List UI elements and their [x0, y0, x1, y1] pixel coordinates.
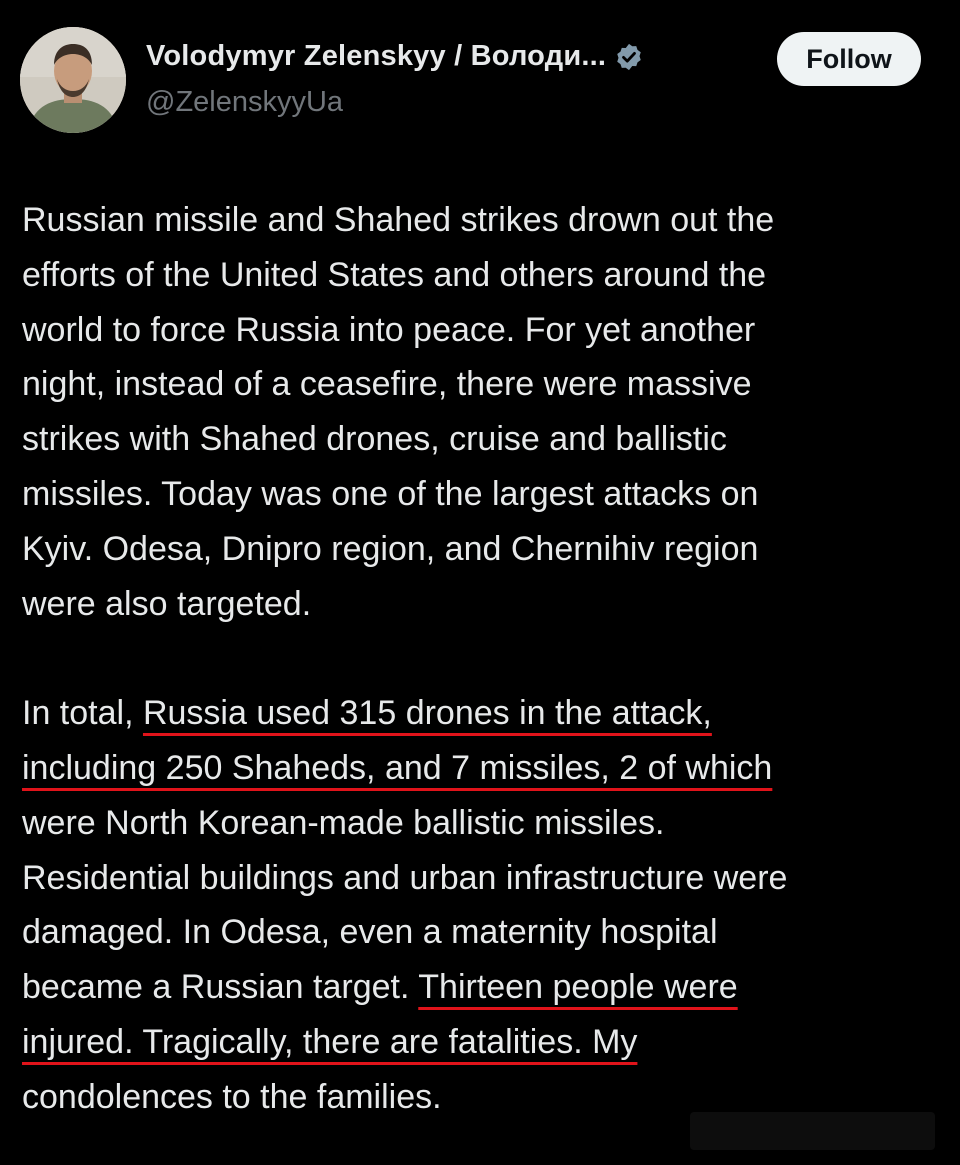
avatar[interactable] — [20, 27, 126, 133]
text-line: efforts of the United States and others around the — [22, 255, 767, 294]
underlined-text: injured. Tragically, there are fatalities. My — [22, 1022, 638, 1061]
tweet-paragraph-1 — [22, 193, 942, 631]
text-line: were also targeted. — [22, 584, 312, 623]
text-line: missiles. Today was one of the largest attacks on — [22, 474, 759, 513]
underlined-text: Russia used 315 drones in the attack, — [142, 694, 712, 733]
text-segment: In total, — [22, 694, 143, 733]
underlined-text: Thirteen people were — [418, 968, 738, 1007]
verified-badge-icon — [614, 42, 644, 72]
text-line: Russian missile and Shahed strikes drown out the — [22, 201, 775, 239]
tweet-header — [0, 0, 960, 150]
text-line: Kyiv. Odesa, Dnipro region, and Chernihiv region — [22, 529, 759, 568]
text-line: condolences to the families. — [22, 1077, 442, 1116]
text-line — [22, 1015, 942, 1070]
avatar-image — [20, 27, 126, 133]
text-line — [22, 741, 942, 796]
text-line: world to force Russia into peace. For yet another — [22, 310, 756, 349]
text-line: Residential buildings and urban infrastructure were — [22, 858, 788, 897]
text-line: were North Korean-made ballistic missiles. — [22, 803, 665, 842]
display-name[interactable]: Volodymyr Zelenskyy / Володи... — [146, 40, 607, 72]
watermark — [690, 1112, 935, 1150]
text-line — [22, 960, 942, 1015]
follow-button[interactable]: Follow — [777, 32, 921, 86]
tweet-text — [22, 193, 942, 1125]
text-segment: became a Russian target. — [22, 968, 419, 1007]
user-handle[interactable]: @ZelenskyyUa — [146, 86, 344, 118]
text-line — [22, 686, 942, 741]
tweet-paragraph-2 — [22, 686, 942, 1124]
text-line: strikes with Shahed drones, cruise and ballistic — [22, 420, 727, 459]
text-line: damaged. In Odesa, even a maternity hospital — [22, 913, 718, 952]
text-line: night, instead of a ceasefire, there were massive — [22, 365, 752, 404]
name-row — [146, 40, 644, 73]
underlined-text: including 250 Shaheds, and 7 missiles, 2 of which — [22, 748, 773, 787]
